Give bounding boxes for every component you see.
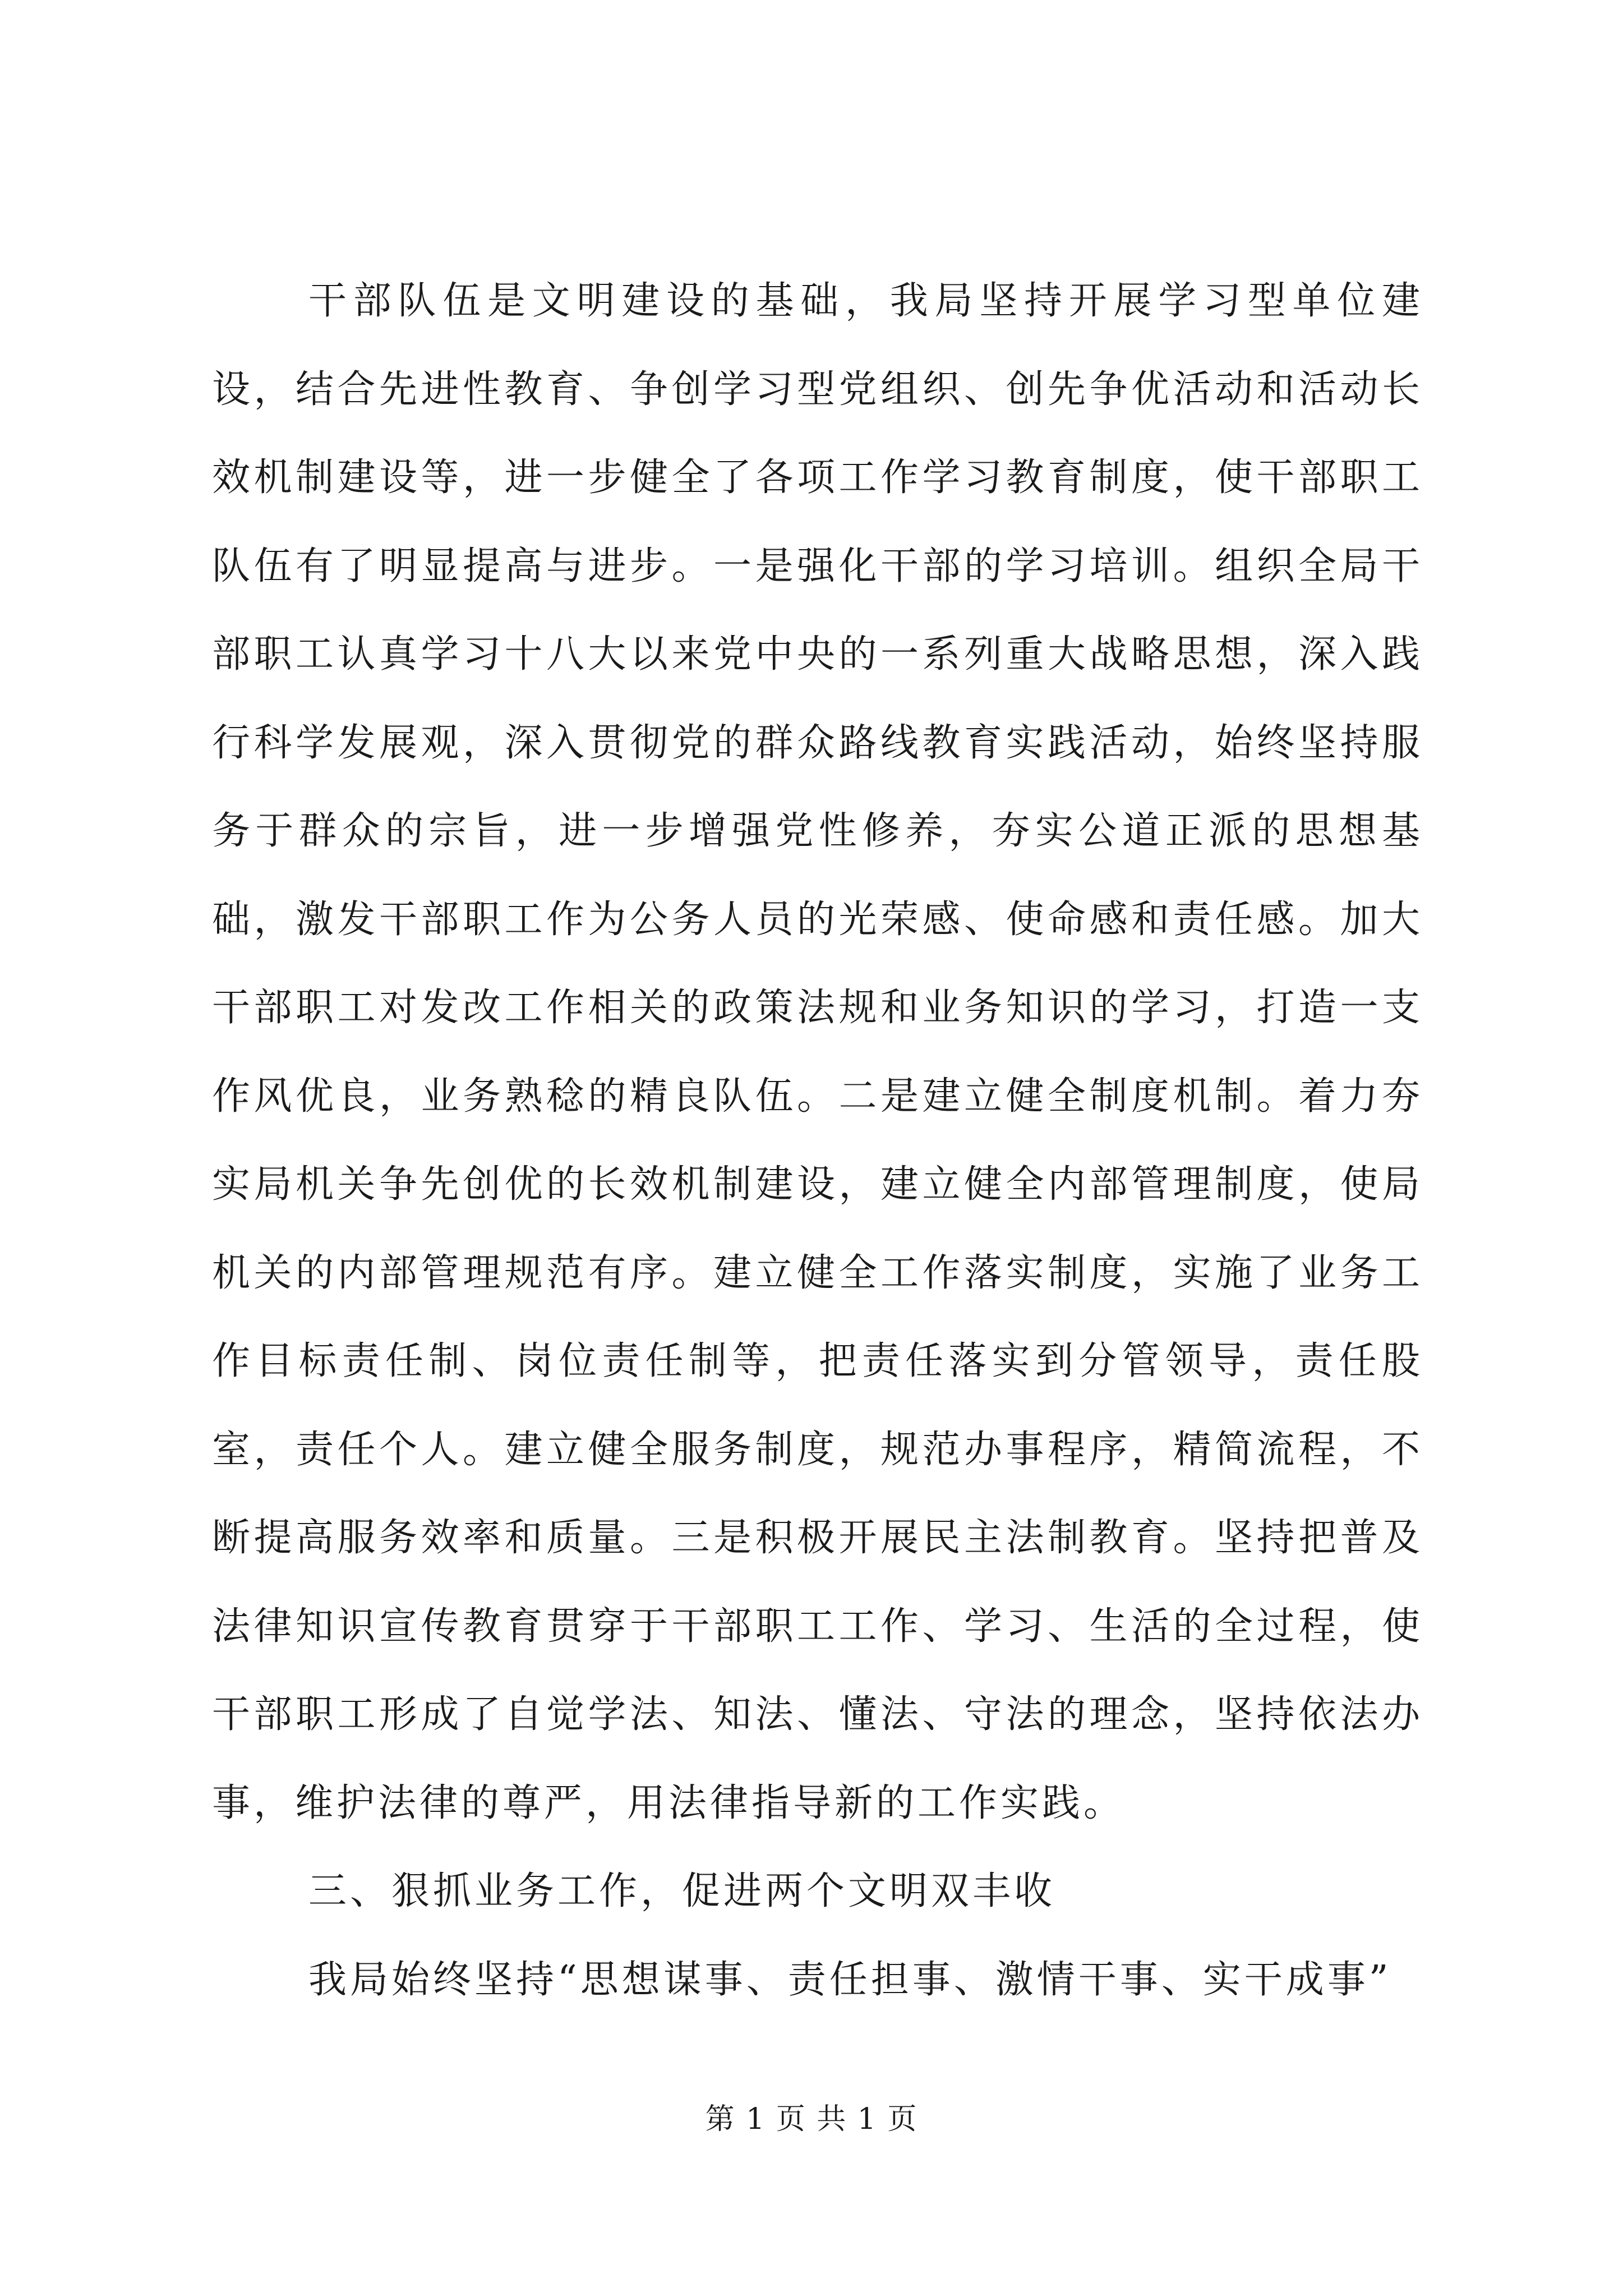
section-heading: 三、狠抓业务工作，促进两个文明双丰收 <box>308 1869 1056 1913</box>
page-footer <box>0 2095 1623 2137</box>
body-paragraph: 干部队伍是文明建设的基础，我局坚持开展学习型单位建设，结合先进性教育、争创学习型党组织、创先争优活动和活动长效机制建设等，进一步健全了各项工作学习教育制度，使干部职工队伍有了明显提高与进步。一是强化干部的学习培训。组织全局干部职工认真学习十八大以来党中央的一系列重大战略思想，深入践行科学发展观，深入贯彻党的群众路线教育实践活动，始终坚持服务于群众的宗旨，进一步增强党性修养，夯实公道正派的思想基础，激发干部职工作为公务人员的光荣感、使命感和责任感。加大干部职工对发改工作相关的政策法规和业务知识的学习，打造一支作风优良，业务熟稔的精良队伍。二是建立健全制度机制。着力夯实局机关争先创优的长效机制建设，建立健全内部管理制度，使局机关的内部管理规范有序。建立健全工作落实制度，实施了业务工作目标责任制、岗位责任制等，把责任落实到分管领导，责任股室，责任个人。建立健全服务制度，规范办事程序，精简流程，不断提高服务效率和质量。三是积极开展民主法制教育。坚持把普及法律知识宣传教育贯穿于干部职工工作、学习、生活的全过程，使干部职工形成了自觉学法、知法、懂法、守法的理念，坚持依法办事，维护法律的尊严，用法律指导新的工作实践。 <box>212 279 1423 1825</box>
body-paragraph-continued: 我局始终坚持“思想谋事、责任担事、激情干事、实干成事” <box>308 1957 1392 2002</box>
page-number-label: 第 1 页 共 1 页 <box>705 2102 918 2136</box>
document-body <box>212 257 1423 2024</box>
